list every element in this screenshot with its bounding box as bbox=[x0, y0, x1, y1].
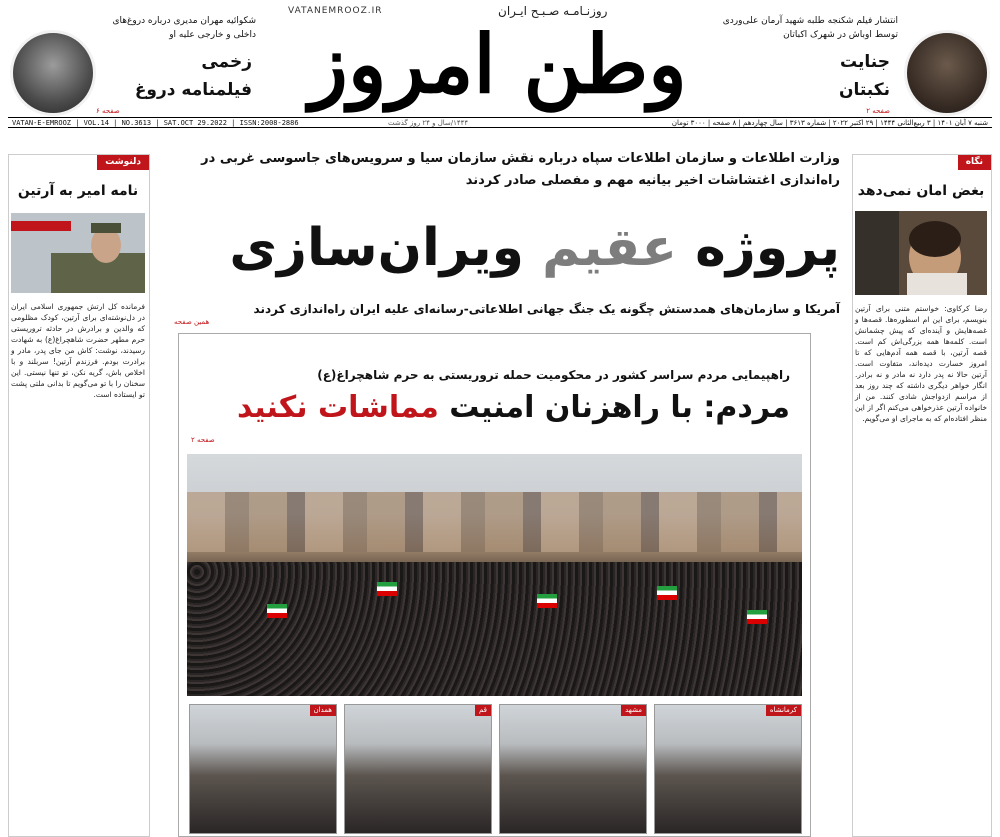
right-column-body: رضا کرکاوی: خواستم متنی برای آرتین بنویسم، برای این ام اسطوره‌ها. قصه‌ها و غصه‌هایش و آینده‌ای که پیش چشمانش است. کلمه‌ها همه بزرگی‌اش کم است. قصه آرتین، با قصه همه آدم‌هایی که تا امروز خسارت دیده‌اند، متفاوت است. آرتین حالا نه پدر دارد نه مادر و نه برادر. انگار خواهر دیگری داشته که چند روز بعد از مراسم ازدواجش شادی کنند. من از خانواده آرتین عذرخواهی می‌کنم اگر از این منظر افتاده‌ام که به ماجرای او می‌گویم. bbox=[855, 304, 987, 423]
thumb-tag: کرمانشاه bbox=[766, 705, 801, 716]
hero-buildings bbox=[187, 492, 802, 552]
newspaper-logo: وطن امروز bbox=[309, 17, 687, 111]
teaser-right-headline: جنایت نکبتان bbox=[838, 52, 890, 100]
rally-page: صفحه ۲ bbox=[191, 436, 215, 444]
teaser-left-page: صفحه ۶ bbox=[96, 107, 120, 115]
teaser-left-photo bbox=[10, 30, 96, 116]
thumb-kermanshah[interactable] bbox=[654, 704, 802, 834]
thumb-qom[interactable] bbox=[344, 704, 492, 834]
right-section-tag: نگاه bbox=[958, 155, 991, 170]
right-column bbox=[852, 154, 992, 837]
thumb-hamedan[interactable] bbox=[189, 704, 337, 834]
left-column-title[interactable]: نامه امیر به آرتین bbox=[17, 183, 139, 199]
teaser-left-headline: زخمی فیلمنامه دروغ bbox=[134, 52, 252, 100]
rally-headline[interactable]: مردم: با راهزنان امنیت مماشات نکنید bbox=[236, 390, 790, 425]
left-section-tag: دلنوشت bbox=[97, 155, 149, 170]
child-photo bbox=[855, 211, 987, 295]
main-headline[interactable]: پروژه عقیم ویران‌سازی bbox=[229, 218, 840, 278]
flag-mark bbox=[747, 610, 767, 624]
teaser-right-page: صفحه ۲ bbox=[866, 107, 890, 115]
issue-bar bbox=[8, 117, 992, 128]
left-column bbox=[8, 154, 150, 837]
issue-info-mid: ۱۴۴۴/سال و ۲۴ روز گذشت bbox=[388, 119, 469, 127]
thumb-tag: قم bbox=[475, 705, 491, 716]
main-byline: همین صفحه bbox=[174, 318, 210, 326]
rally-thumbnails bbox=[187, 704, 802, 834]
thumb-tag: مشهد bbox=[621, 705, 646, 716]
masthead-subtitle: روزنـامـه صـبـح ایـران bbox=[498, 4, 608, 18]
rally-box bbox=[178, 333, 811, 837]
teaser-right-caption: انتشار فیلم شکنجه طلبه شهید آرمان علی‌وردی توسط اوباش در شهرک اکباتان bbox=[722, 16, 898, 40]
teaser-right-photo bbox=[904, 30, 990, 116]
rally-hero-photo bbox=[187, 454, 802, 696]
flag-mark bbox=[377, 582, 397, 596]
flag-mark bbox=[537, 594, 557, 608]
main-story bbox=[160, 140, 840, 837]
left-column-body: فرمانده کل ارتش جمهوری اسلامی ایران در دل‌نوشته‌ای برای آرتین، کودک مظلومی که والدین و برادرش در حادثه تروریستی حرم مطهر حضرت شاهچراغ(ع) به شهادت رسیدند، نوشت: کاش من جای پدر، مادر و برادرت بودم. فرزندم آرتین! سربلند و با اخلاص باش، گریه نکن، تو تنها نیستی. این سخنان را با تو می‌گویم تا بدانی ملتی پشت تو ایستاده است. bbox=[11, 302, 145, 399]
teaser-right[interactable] bbox=[720, 8, 990, 116]
masthead bbox=[248, 0, 748, 112]
thumb-mashhad[interactable] bbox=[499, 704, 647, 834]
main-kicker: وزارت اطلاعات و سازمان اطلاعات سپاه درباره نقش سازمان سیا و سرویس‌های جاسوسی غربی در راه‌اندازی اغتشاشات اخیر بیانیه مهم و مفصلی صادر کردند bbox=[201, 151, 840, 188]
teaser-left-caption: شکوائیه مهران مدیری درباره دروغ‌های داخلی و خارجی علیه او bbox=[112, 16, 256, 40]
right-column-title[interactable]: بغض امان نمی‌دهد bbox=[857, 183, 985, 199]
commander-photo bbox=[11, 213, 145, 293]
thumb-tag: همدان bbox=[310, 705, 337, 716]
flag-mark bbox=[267, 604, 287, 618]
rally-kicker: راهپیمایی مردم سراسر کشور در محکومیت حمله تروریستی به حرم شاهچراغ(ع) bbox=[317, 368, 790, 382]
issue-info-fa: شنبه ۷ آبان ۱۴۰۱ | ۳ ربیع‌الثانی ۱۴۴۴ | ۲۹ اکتبر ۲۰۲۲ | شماره ۳۶۱۳ | سال چهاردهم | ۸ صفحه | ۳۰۰۰ تومان bbox=[671, 119, 988, 127]
issue-info-en: VATAN-E-EMROOZ | VOL.14 | NO.3613 | SAT.OCT 29.2022 | ISSN:2008-2886 bbox=[12, 119, 299, 127]
flag-mark bbox=[657, 586, 677, 600]
main-subheadline: آمریکا و سازمان‌های همدستش چگونه یک جنگ جهانی اطلاعاتی-رسانه‌ای علیه ایران راه‌اندازی کردند bbox=[253, 302, 840, 316]
site-url: VATANEMROOZ.IR bbox=[288, 6, 383, 16]
hero-crowd bbox=[187, 562, 802, 696]
teaser-left[interactable] bbox=[10, 8, 255, 116]
